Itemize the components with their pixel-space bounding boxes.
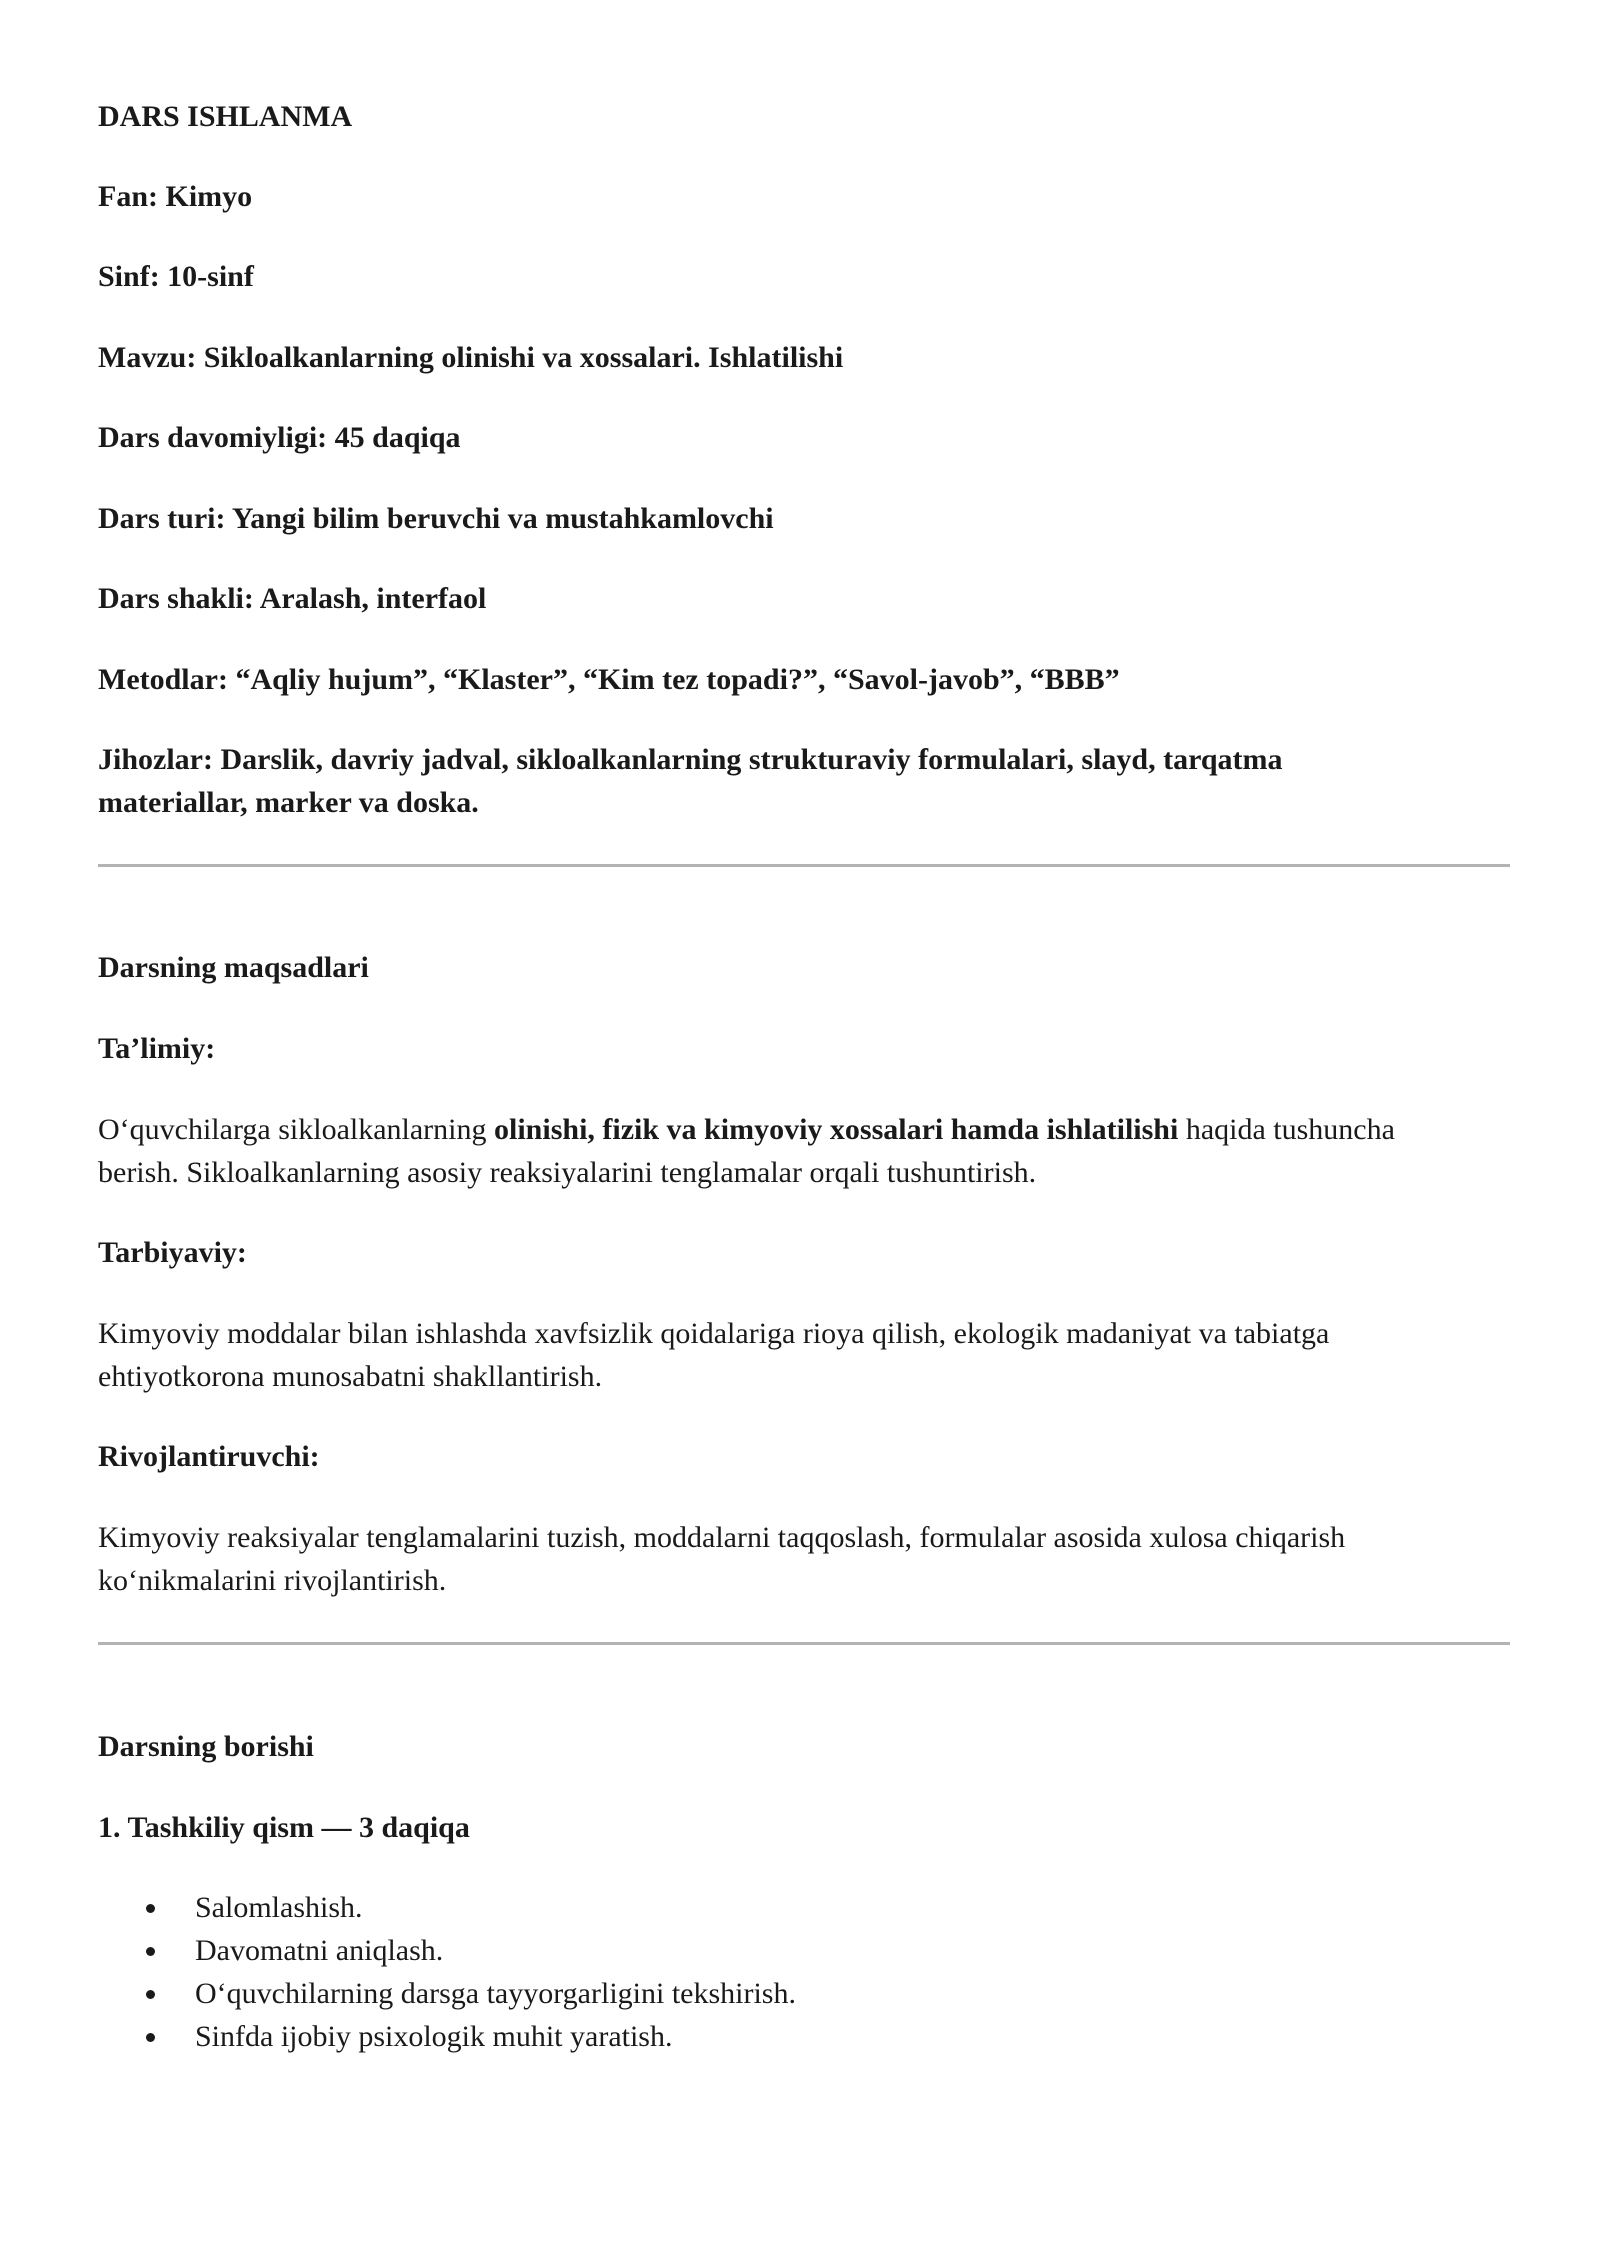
lesson-type-line: Dars turi: Yangi bilim beruvchi va mustahkamlovchi <box>98 502 774 535</box>
educational-goal-post: haqida tushuncha <box>1178 1113 1395 1146</box>
bullet-icon <box>146 1990 155 1999</box>
list-item-text: O‘quvchilarning darsga tayyorgarligini tekshirish. <box>195 1977 796 2010</box>
bullet-icon <box>146 1947 155 1956</box>
upbringing-goal-line-2: ehtiyotkorona munosabatni shakllantirish. <box>98 1360 603 1393</box>
developmental-goal-text <box>98 1516 1518 1602</box>
list-item <box>98 2015 796 2058</box>
educational-goal-text <box>98 1108 1518 1194</box>
educational-goal-label: Ta’limiy: <box>98 1032 216 1065</box>
topic-line: Mavzu: Sikloalkanlarning olinishi va xossalari. Ishlatilishi <box>98 341 844 374</box>
document-title: DARS ISHLANMA <box>98 100 353 133</box>
grade-line: Sinf: 10-sinf <box>98 260 254 293</box>
list-item <box>98 1929 796 1972</box>
section-divider <box>98 1642 1510 1645</box>
goals-heading: Darsning maqsadlari <box>98 951 369 984</box>
upbringing-goal-text <box>98 1312 1518 1398</box>
lesson-form-line: Dars shakli: Aralash, interfaol <box>98 582 487 615</box>
step-1-list <box>98 1886 796 2058</box>
educational-goal-pre: O‘quvchilarga sikloalkanlarning <box>98 1113 495 1146</box>
progress-heading: Darsning borishi <box>98 1730 314 1763</box>
list-item <box>98 1972 796 2015</box>
list-item <box>98 1886 796 1929</box>
educational-goal-emphasis: olinishi, fizik va kimyoviy xossalari hamda ishlatilishi <box>494 1113 1179 1146</box>
bullet-icon <box>146 1904 155 1913</box>
equipment-paragraph <box>98 738 1518 824</box>
upbringing-goal-label: Tarbiyaviy: <box>98 1236 247 1269</box>
methods-line: Metodlar: “Aqliy hujum”, “Klaster”, “Kim tez topadi?”, “Savol-javob”, “BBB” <box>98 663 1120 696</box>
section-divider <box>98 864 1510 867</box>
equipment-line-1: Jihozlar: Darslik, davriy jadval, sikloalkanlarning strukturaviy formulalari, slayd, tarqatma <box>98 743 1283 776</box>
upbringing-goal-line-1: Kimyoviy moddalar bilan ishlashda xavfsizlik qoidalariga rioya qilish, ekologik madaniyat va tabiatga <box>98 1317 1330 1350</box>
step-1-title: 1. Tashkiliy qism — 3 daqiqa <box>98 1811 470 1844</box>
developmental-goal-line-2: ko‘nikmalarini rivojlantirish. <box>98 1564 447 1597</box>
bullet-icon <box>146 2033 155 2042</box>
list-item-text: Davomatni aniqlash. <box>195 1934 444 1967</box>
duration-line: Dars davomiyligi: 45 daqiqa <box>98 421 461 454</box>
developmental-goal-label: Rivojlantiruvchi: <box>98 1440 320 1473</box>
list-item-text: Salomlashish. <box>195 1891 363 1924</box>
developmental-goal-line-1: Kimyoviy reaksiyalar tenglamalarini tuzish, moddalarni taqqoslash, formulalar asosida xulosa chiqarish <box>98 1521 1346 1554</box>
educational-goal-line-1 <box>98 1108 1518 1151</box>
educational-goal-line-2: berish. Sikloalkanlarning asosiy reaksiyalarini tenglamalar orqali tushuntirish. <box>98 1156 1037 1189</box>
list-item-text: Sinfda ijobiy psixologik muhit yaratish. <box>195 2020 673 2053</box>
equipment-line-2: materiallar, marker va doska. <box>98 786 479 819</box>
subject-line: Fan: Kimyo <box>98 180 253 213</box>
